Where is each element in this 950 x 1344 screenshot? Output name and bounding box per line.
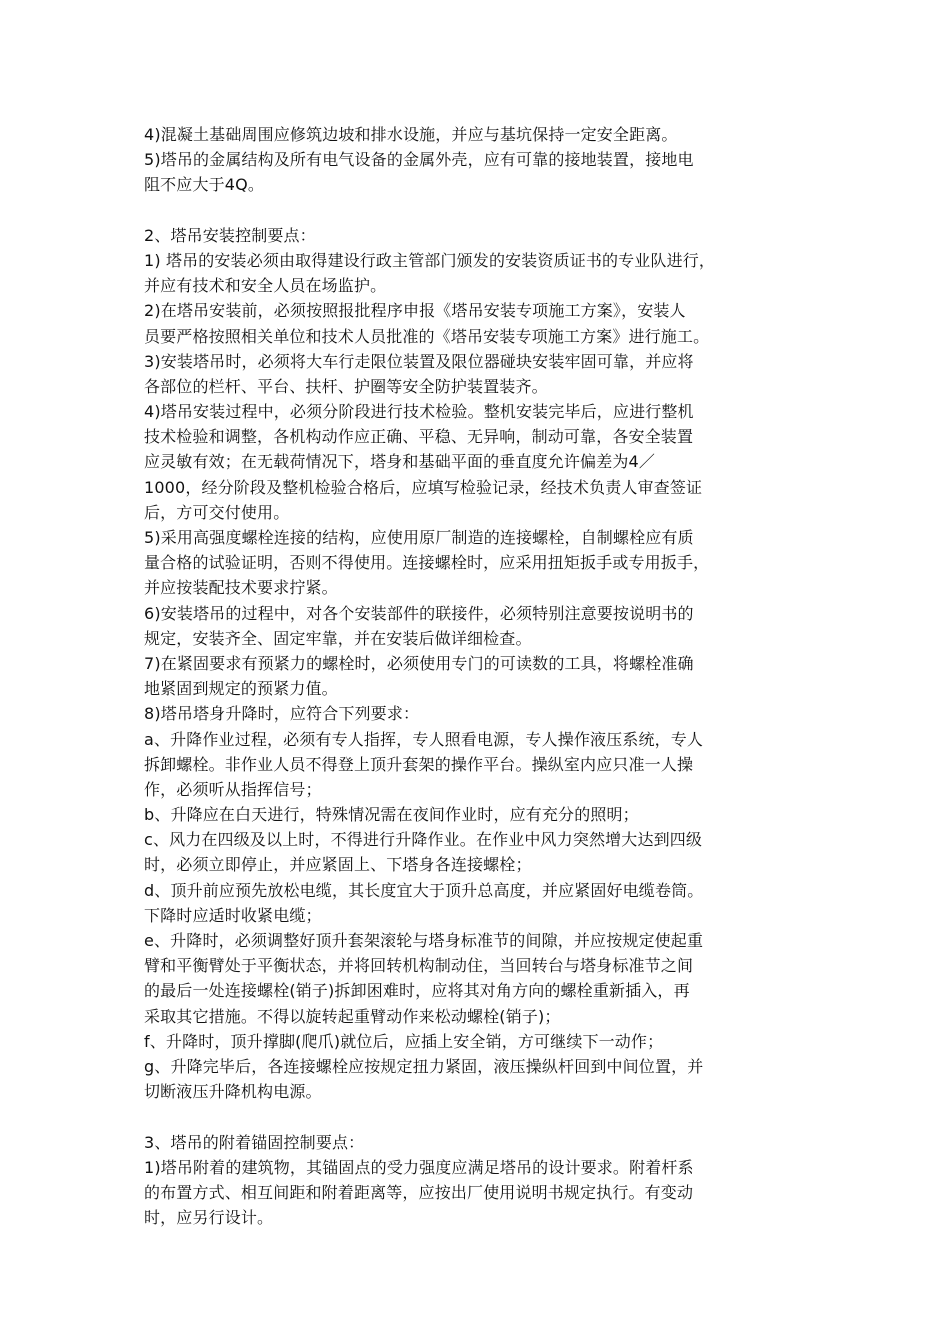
text-line: 7)在紧固要求有预紧力的螺栓时，必须使用专门的可读数的工具，将螺栓准确 bbox=[144, 653, 694, 673]
section-heading: 2、塔吊安装控制要点： bbox=[144, 225, 316, 245]
text-line: 2)在塔吊安装前，必须按照报批程序申报《塔吊安装专项施工方案》，安装人 bbox=[144, 301, 686, 321]
text-line: c、风力在四级及以上时，不得进行升降作业。在作业中风力突然增大达到四级 bbox=[144, 830, 703, 850]
text-line: b、升降应在白天进行，特殊情况需在夜间作业时，应有充分的照明； bbox=[144, 805, 639, 825]
text-line: 5)采用高强度螺栓连接的结构，应使用原厂制造的连接螺栓，自制螺栓应有质 bbox=[144, 528, 694, 547]
text-line: 作，必须听从指挥信号； bbox=[144, 779, 322, 799]
text-line: 并应有技术和安全人员在场监护。 bbox=[144, 276, 387, 296]
text-line: 采取其它措施。不得以旋转起重臂动作来松动螺栓(销子)； bbox=[144, 1006, 561, 1026]
document-body bbox=[144, 122, 816, 1230]
text-line: g、升降完毕后，各连接螺栓应按规定扭力紧固，液压操纵杆回到中间位置，并 bbox=[144, 1056, 704, 1076]
text-line: d、顶升前应预先放松电缆，其长度宜大于顶升总高度，并应紧固好电缆卷筒。 bbox=[144, 880, 704, 900]
text-line: 的最后一处连接螺栓(销子)拆卸困难时，应将其对角方向的螺栓重新插入，再 bbox=[144, 981, 690, 1001]
text-line: 6)安装塔吊的过程中，对各个安装部件的联接件，必须特别注意要按说明书的 bbox=[144, 603, 694, 623]
text-line: 4)混凝土基础周围应修筑边坡和排水设施，并应与基坑保持一定安全距离。 bbox=[144, 125, 678, 144]
text-line: f、升降时，顶升撑脚(爬爪)就位后，应插上安全销，方可继续下一动作； bbox=[144, 1031, 664, 1051]
text-line: 阻不应大于4Q。 bbox=[144, 175, 264, 195]
text-line: 时，应另行设计。 bbox=[144, 1208, 274, 1228]
paragraph-spacer bbox=[144, 198, 816, 223]
text-line: 4)塔吊安装过程中，必须分阶段进行技术检验。整机安装完毕后，应进行整机 bbox=[144, 402, 694, 422]
text-line: e、升降时，必须调整好顶升套架滚轮与塔身标准节的间隙，并应按规定使起重 bbox=[144, 931, 704, 950]
section-heading: 3、塔吊的附着锚固控制要点： bbox=[144, 1132, 365, 1152]
text-line: 员要严格按照相关单位和技术人员批准的《塔吊安装专项施工方案》进行施工。 bbox=[144, 326, 710, 346]
text-line: 应灵敏有效；在无载荷情况下，塔身和基础平面的垂直度允许偏差为4／ bbox=[144, 452, 655, 472]
text-line: 8)塔吊塔身升降时，应符合下列要求： bbox=[144, 704, 420, 724]
paragraph-spacer bbox=[144, 1104, 816, 1129]
text-line: 下降时应适时收紧电缆； bbox=[144, 905, 322, 925]
text-line: 臂和平衡臂处于平衡状态，并将回转机构制动住，当回转台与塔身标准节之间 bbox=[144, 956, 694, 976]
text-line: 1) 塔吊的安装必须由取得建设行政主管部门颁发的安装资质证书的专业队进行， bbox=[144, 250, 716, 270]
text-line: 拆卸螺栓。非作业人员不得登上顶升套架的操作平台。操纵室内应只准一人操 bbox=[144, 754, 694, 774]
text-line: 5)塔吊的金属结构及所有电气设备的金属外壳，应有可靠的接地装置，接地电 bbox=[144, 150, 694, 170]
text-line: 3)安装塔吊时，必须将大车行走限位装置及限位器碰块安装牢固可靠，并应将 bbox=[144, 351, 694, 371]
text-line: 量合格的试验证明，否则不得使用。连接螺栓时，应采用扭矩扳手或专用扳手， bbox=[144, 553, 710, 573]
text-line: a、升降作业过程，必须有专人指挥，专人照看电源，专人操作液压系统，专人 bbox=[144, 729, 704, 749]
text-line: 各部位的栏杆、平台、扶杆、护圈等安全防护装置装齐。 bbox=[144, 376, 548, 396]
text-line: 时，必须立即停止，并应紧固上、下塔身各连接螺栓； bbox=[144, 855, 532, 875]
text-line: 后，方可交付使用。 bbox=[144, 502, 290, 522]
text-line: 技术检验和调整，各机构动作应正确、平稳、无异响，制动可靠，各安全装置 bbox=[144, 427, 694, 447]
text-line: 地紧固到规定的预紧力值。 bbox=[144, 679, 338, 699]
text-line: 的布置方式、相互间距和附着距离等，应按出厂使用说明书规定执行。有变动 bbox=[144, 1182, 694, 1202]
text-line: 规定，安装齐全、固定牢靠，并在安装后做详细检查。 bbox=[144, 628, 532, 648]
text-line: 切断液压升降机构电源。 bbox=[144, 1082, 322, 1102]
text-line: 并应按装配技术要求拧紧。 bbox=[144, 578, 338, 598]
text-line: 1)塔吊附着的建筑物，其锚固点的受力强度应满足塔吊的设计要求。附着杆系 bbox=[144, 1157, 694, 1177]
text-line: 1000，经分阶段及整机检验合格后，应填写检验记录，经技术负责人审查签证 bbox=[144, 477, 703, 497]
